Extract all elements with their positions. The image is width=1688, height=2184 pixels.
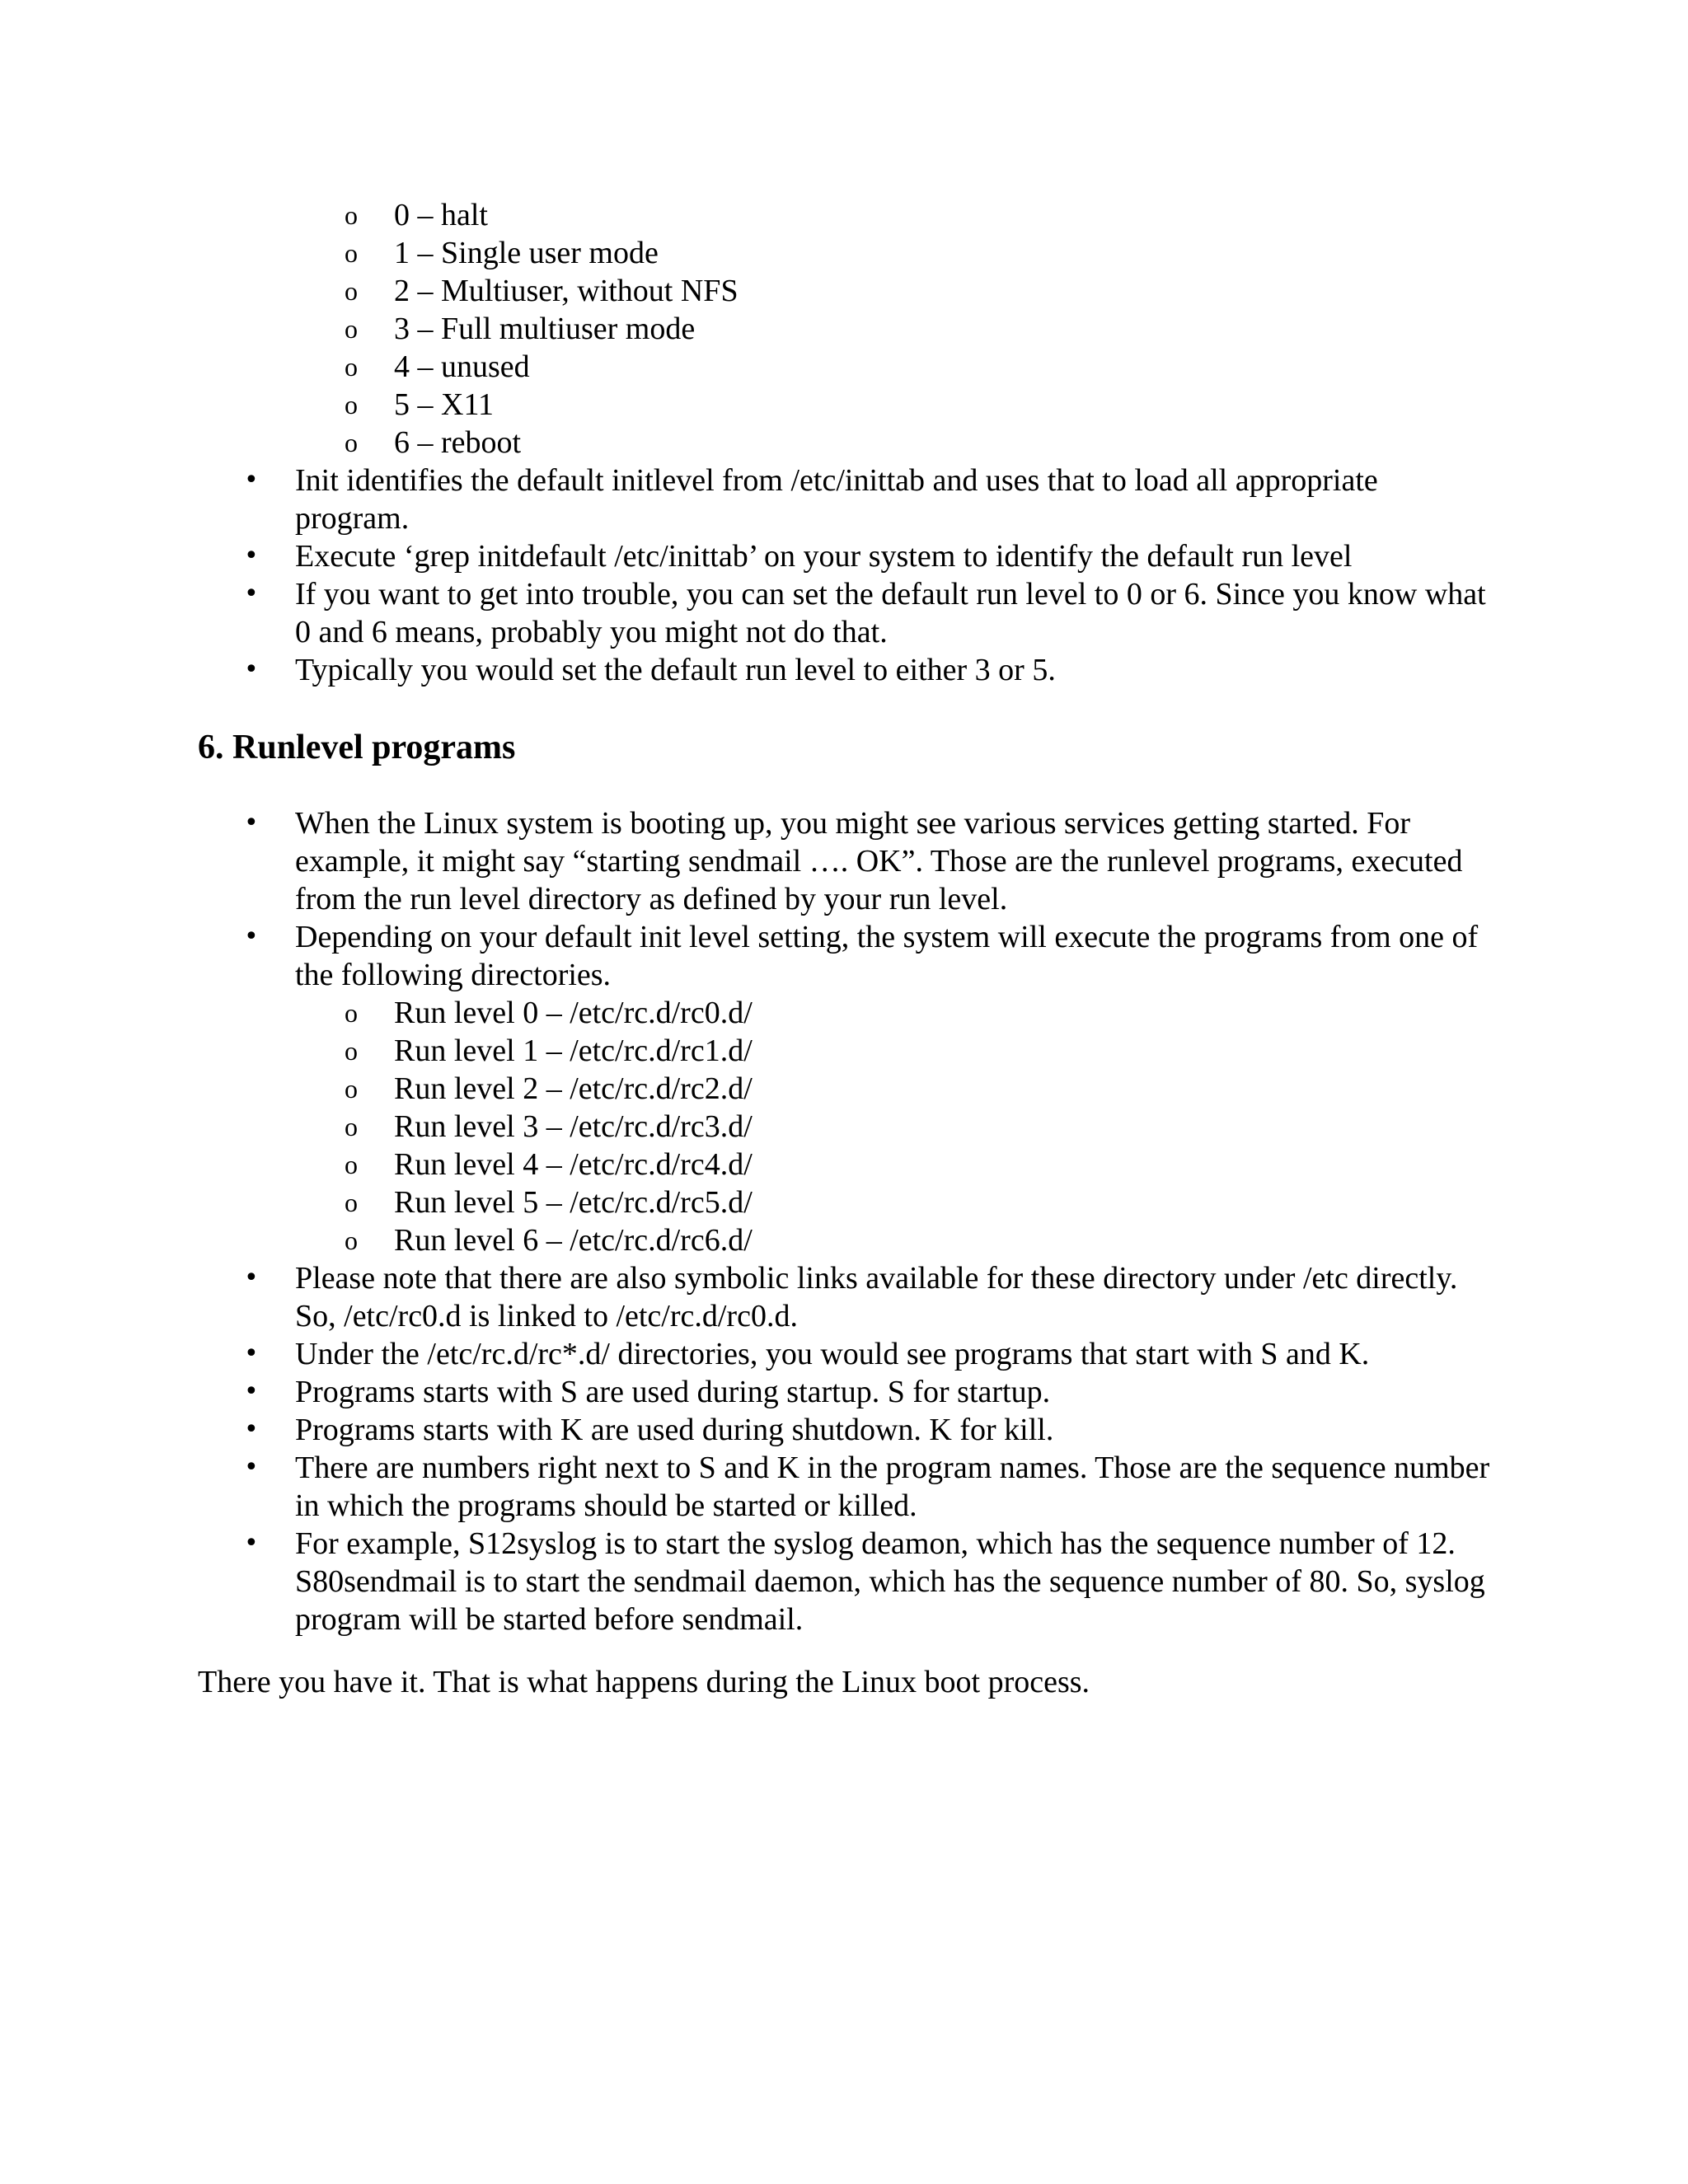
sub-bullet-marker: o — [345, 428, 358, 457]
sub-bullet-marker: o — [345, 276, 358, 306]
bullet-item: • Execute ‘grep initdefault /etc/inittab’ on your system to identify the default run level — [244, 539, 1353, 574]
runlevel-dir-list — [0, 994, 1688, 1259]
closing-paragraph: There you have it. That is what happens during the Linux boot process. — [198, 1665, 1090, 1699]
bullet-item: • If you want to get into trouble, you can set the default run level to 0 or 6. Since you know what 0 and 6 means, probably you might not do that. — [244, 577, 1486, 649]
sublist-item: o 3 – Full multiuser mode — [345, 312, 696, 346]
sublist-item: o Run level 5 – /etc/rc.d/rc5.d/ — [345, 1185, 753, 1220]
bullet-marker: • — [244, 1453, 259, 1482]
bullet-marker: • — [244, 1415, 259, 1444]
top-sublist-block — [0, 196, 1688, 689]
bullet-marker: • — [244, 1339, 259, 1368]
sub-bullet-marker: o — [345, 1188, 358, 1217]
bullet-marker: • — [244, 466, 259, 494]
bullet-marker: • — [244, 1529, 259, 1558]
bullet-item: • Programs starts with S are used during startup. S for startup. — [244, 1375, 1051, 1409]
sub-bullet-marker: o — [345, 1226, 358, 1255]
sub-bullet-marker: o — [345, 1112, 358, 1141]
bullet-item: • Init identifies the default initlevel from /etc/inittab and uses that to load all appropriate program. — [244, 463, 1378, 536]
sublist-item: o 6 – reboot — [345, 425, 522, 460]
sublist-item: o 5 – X11 — [345, 387, 495, 422]
sub-bullet-marker: o — [345, 1036, 358, 1066]
bullet-item: • There are numbers right next to S and K in the program names. Those are the sequence number in which the programs should be started or killed. — [244, 1451, 1490, 1523]
bullet-marker: • — [244, 808, 259, 837]
sub-bullet-marker: o — [345, 314, 358, 344]
sublist-item: o Run level 1 – /etc/rc.d/rc1.d/ — [345, 1033, 753, 1068]
bullet-item: • Please note that there are also symbolic links available for these directory under /etc directly. So, /etc/rc0.d is linked to /etc/rc.d/rc0.d. — [244, 1261, 1458, 1333]
sublist-item: o 4 – unused — [345, 349, 530, 384]
sub-bullet-marker: o — [345, 1074, 358, 1104]
section-bullet-list-b — [0, 1259, 1688, 1638]
sublist-item: o Run level 3 – /etc/rc.d/rc3.d/ — [345, 1109, 753, 1144]
sub-bullet-marker: o — [345, 200, 358, 230]
bullet-item: • Depending on your default init level setting, the system will execute the programs from one of the following directories. — [244, 920, 1479, 992]
bullet-item: • For example, S12syslog is to start the syslog deamon, which has the sequence number of 12. S80sendmail is to start the sendmail daemon, which has the sequence number of 80. So, syslog program will be started before sendmail. — [244, 1526, 1485, 1637]
sublist-item: o Run level 4 – /etc/rc.d/rc4.d/ — [345, 1147, 753, 1182]
bullet-item: • Under the /etc/rc.d/rc*.d/ directories, you would see programs that start with S and K. — [244, 1337, 1370, 1371]
sublist-item: o 1 – Single user mode — [345, 236, 659, 270]
sublist-item: o 0 – halt — [345, 198, 488, 232]
sublist-item: o 2 – Multiuser, without NFS — [345, 274, 738, 308]
sub-bullet-marker: o — [345, 352, 358, 382]
bullet-marker: • — [244, 579, 259, 608]
sub-bullet-marker: o — [345, 998, 358, 1028]
bullet-marker: • — [244, 541, 259, 570]
section-bullet-list-a — [0, 804, 1688, 994]
bullet-marker: • — [244, 1263, 259, 1292]
sublist-item: o Run level 2 – /etc/rc.d/rc2.d/ — [345, 1071, 753, 1106]
top-sublist — [0, 196, 1688, 462]
section-heading: 6. Runlevel programs — [198, 729, 516, 766]
bullet-item: • Typically you would set the default run level to either 3 or 5. — [244, 653, 1056, 687]
bullet-item: • Programs starts with K are used during shutdown. K for kill. — [244, 1413, 1054, 1447]
bullet-marker: • — [244, 655, 259, 684]
bullet-marker: • — [244, 1377, 259, 1406]
bullet-marker: • — [244, 922, 259, 951]
sublist-item: o Run level 0 – /etc/rc.d/rc0.d/ — [345, 996, 753, 1030]
sub-bullet-marker: o — [345, 390, 358, 419]
sublist-item: o Run level 6 – /etc/rc.d/rc6.d/ — [345, 1223, 753, 1258]
section-body — [0, 804, 1688, 1638]
bullet-item: • When the Linux system is booting up, you might see various services getting started. For example, it might say “starting sendmail …. OK”. Those are the runlevel programs, executed from the run level directory as defined by your run level. — [244, 806, 1463, 916]
top-bullet-list — [0, 462, 1688, 689]
sub-bullet-marker: o — [345, 238, 358, 268]
sub-bullet-marker: o — [345, 1150, 358, 1179]
